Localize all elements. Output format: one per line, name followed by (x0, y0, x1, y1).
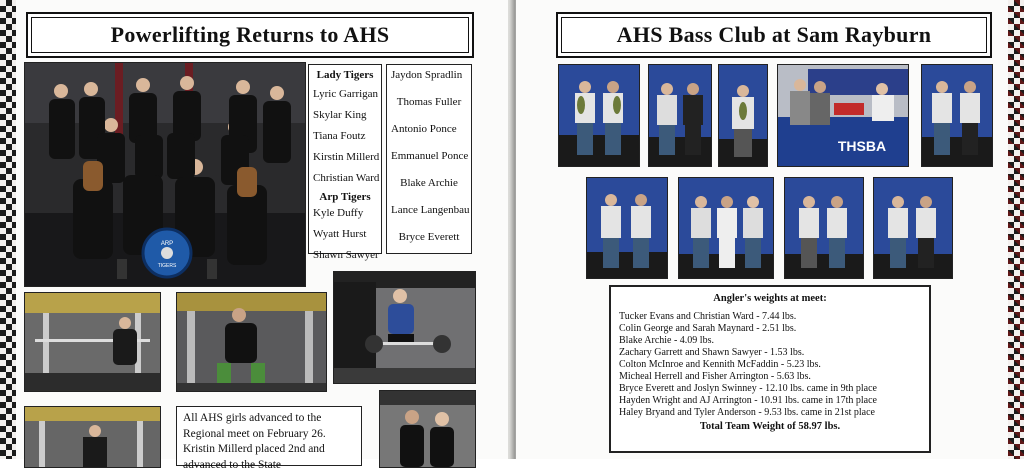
roster-column-1 (308, 64, 382, 261)
right-decorative-border (1008, 0, 1024, 459)
lifter-photo-1 (24, 292, 161, 392)
roster-name: Jaydon Spradlin (391, 69, 463, 81)
total-team-weight: Total Team Weight of 58.97 lbs. (699, 421, 841, 432)
weight-row: Bryce Everett and Joslyn Swinney - 12.10 lbs. came in 9th place (619, 383, 877, 394)
roster-name: Kirstin Millerd (313, 151, 380, 163)
weight-row: Tucker Evans and Christian Ward - 7.44 lbs. (619, 311, 797, 322)
bass-photo-6 (586, 177, 668, 279)
right-page (516, 0, 1024, 459)
powerlifting-title: Powerlifting Returns to AHS (26, 12, 474, 58)
roster-column-2 (386, 64, 472, 254)
weights-heading: Angler's weights at meet: (713, 293, 827, 304)
roster-name: Lance Langenbau (391, 204, 470, 216)
left-decorative-border (0, 0, 16, 459)
weight-row: Colin George and Sarah Maynard - 2.51 lbs. (619, 323, 797, 334)
weight-row: Hayden Wright and AJ Arrington - 10.91 lbs. came in 17th place (619, 395, 877, 406)
powerlifting-team-photo (24, 62, 306, 287)
lifter-photo-4 (24, 406, 161, 468)
roster-name: Tiana Foutz (313, 130, 366, 142)
roster-name: Kyle Duffy (313, 207, 364, 219)
roster-name: Shawn Sawyer (313, 249, 379, 261)
roster-name: Thomas Fuller (396, 96, 462, 108)
weight-row: Haley Bryand and Tyler Anderson - 9.53 lbs. came in 21st place (619, 407, 875, 418)
bass-photo-9 (873, 177, 953, 279)
roster-name: Wyatt Hurst (313, 228, 367, 240)
plate-subtext: TIGERS (157, 263, 177, 269)
weight-row: Zachary Garrett and Shawn Sawyer - 1.53 lbs. (619, 347, 805, 358)
left-page (0, 0, 508, 471)
roster-name: Bryce Everett (398, 231, 460, 243)
roster-name: Emmanuel Ponce (391, 150, 469, 162)
arp-tigers-header: Arp Tigers (319, 191, 371, 203)
roster-name: Lyric Garrigan (313, 88, 379, 100)
bass-photo-5 (921, 64, 993, 167)
bass-photo-4 (777, 64, 909, 167)
weight-row: Blake Archie - 4.09 lbs. (619, 335, 714, 346)
thsba-banner-text: THSBA (837, 138, 887, 154)
lifter-photo-5 (379, 390, 476, 468)
bass-photo-2 (648, 64, 712, 167)
roster-name: Blake Archie (400, 177, 458, 189)
roster-name: Christian Ward (313, 172, 380, 184)
bass-club-title: AHS Bass Club at Sam Rayburn (556, 12, 992, 58)
lifter-photo-2 (176, 292, 327, 392)
weight-row: Micheal Herrell and Fisher Arrington - 5.63 lbs. (619, 371, 811, 382)
lady-tigers-header: Lady Tigers (316, 69, 374, 81)
bass-photo-7 (678, 177, 774, 279)
lifter-photo-3 (333, 271, 476, 384)
bass-photo-1 (558, 64, 640, 167)
bass-photo-8 (784, 177, 864, 279)
powerlifting-caption: All AHS girls advanced to the Regional meet on February 26. Kristin Millerd placed 2nd and advanced to the State (176, 406, 362, 466)
bass-photo-3 (718, 64, 768, 167)
plate-text: ARP (160, 241, 174, 247)
angler-weights-box (609, 285, 931, 453)
roster-name: Skylar King (313, 109, 367, 121)
roster-name: Antonio Ponce (391, 123, 457, 135)
weight-row: Colton McInroe and Kennith McFaddin - 5.23 lbs. (619, 359, 821, 370)
